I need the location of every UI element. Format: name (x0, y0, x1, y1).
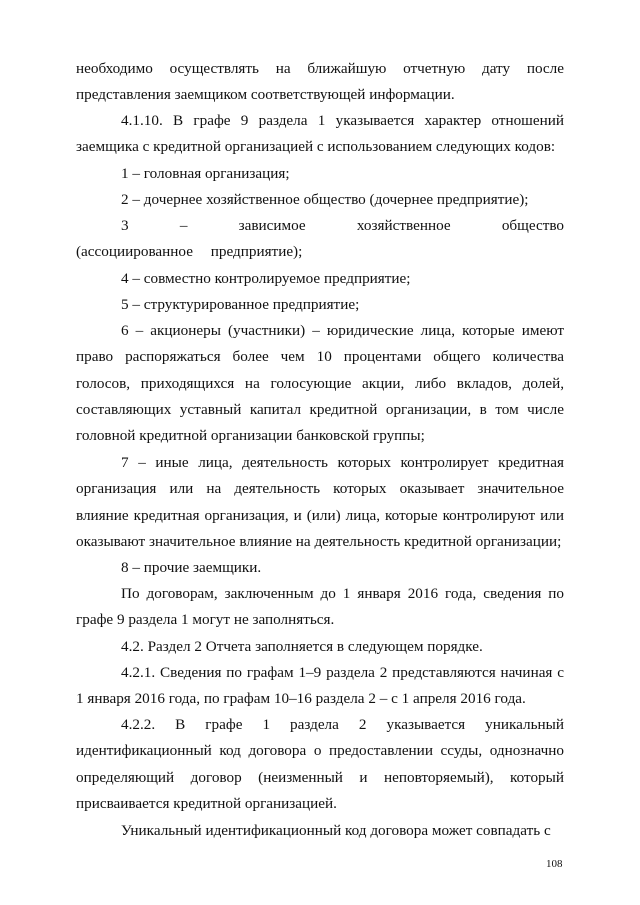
list-item-code-6: 6 – акционеры (участники) – юридические лица, которые имеют право распоряжаться более чем 10 процентами общего количества голосов, приходящихся на голосующие акции, либо вкладов, долей, составляющих уставный капитал кредитной организации, в том числе головной кредитной организации банковской группы; (76, 322, 564, 445)
list-item-code-8: 8 – прочие заемщики. (121, 559, 262, 576)
list-item-code-1: 1 – головная организация; (121, 165, 290, 182)
paragraph-4-2-2: 4.2.2. В графе 1 раздела 2 указывается уникальный идентификационный код договора о предоставлении ссуды, однозначно определяющий договор (неизменный и неповторяемый), который присваивается кредитной организацией. (76, 716, 564, 812)
paragraph-continuation: необходимо осуществлять на ближайшую отчетную дату после представления заемщиком соответствующей информации. (76, 60, 564, 104)
paragraph-4-1-10: 4.1.10. В графе 9 раздела 1 указывается характер отношений заемщика с кредитной организацией с использованием следующих кодов: (76, 112, 564, 156)
paragraph-4-2: 4.2. Раздел 2 Отчета заполняется в следующем порядке. (121, 638, 483, 655)
list-item-code-5: 5 – структурированное предприятие; (121, 296, 360, 313)
list-item-code-7: 7 – иные лица, деятельность которых контролирует кредитная организация или на деятельность которых оказывает значительное влияние кредитная организация, и (или) лица, которые контролируют или оказывают значительное влияние на деятельность кредитной организации; (76, 454, 564, 550)
paragraph-unique-code: Уникальный идентификационный код договора может совпадать с (121, 822, 551, 839)
list-item-code-2: 2 – дочернее хозяйственное общество (дочернее предприятие); (121, 191, 529, 208)
list-item-code-3: 3 – зависимое хозяйственное общество (ассоциированное предприятие); (76, 217, 564, 261)
list-item-code-4: 4 – совместно контролируемое предприятие; (121, 270, 411, 287)
page-number: 108 (546, 858, 563, 870)
paragraph-4-2-1: 4.2.1. Сведения по графам 1–9 раздела 2 представляются начиная с 1 января 2016 года, по графам 10–16 раздела 2 – с 1 апреля 2016 года. (76, 664, 564, 708)
paragraph-contracts-before-2016: По договорам, заключенным до 1 января 2016 года, сведения по графе 9 раздела 1 могут не заполняться. (76, 585, 564, 629)
